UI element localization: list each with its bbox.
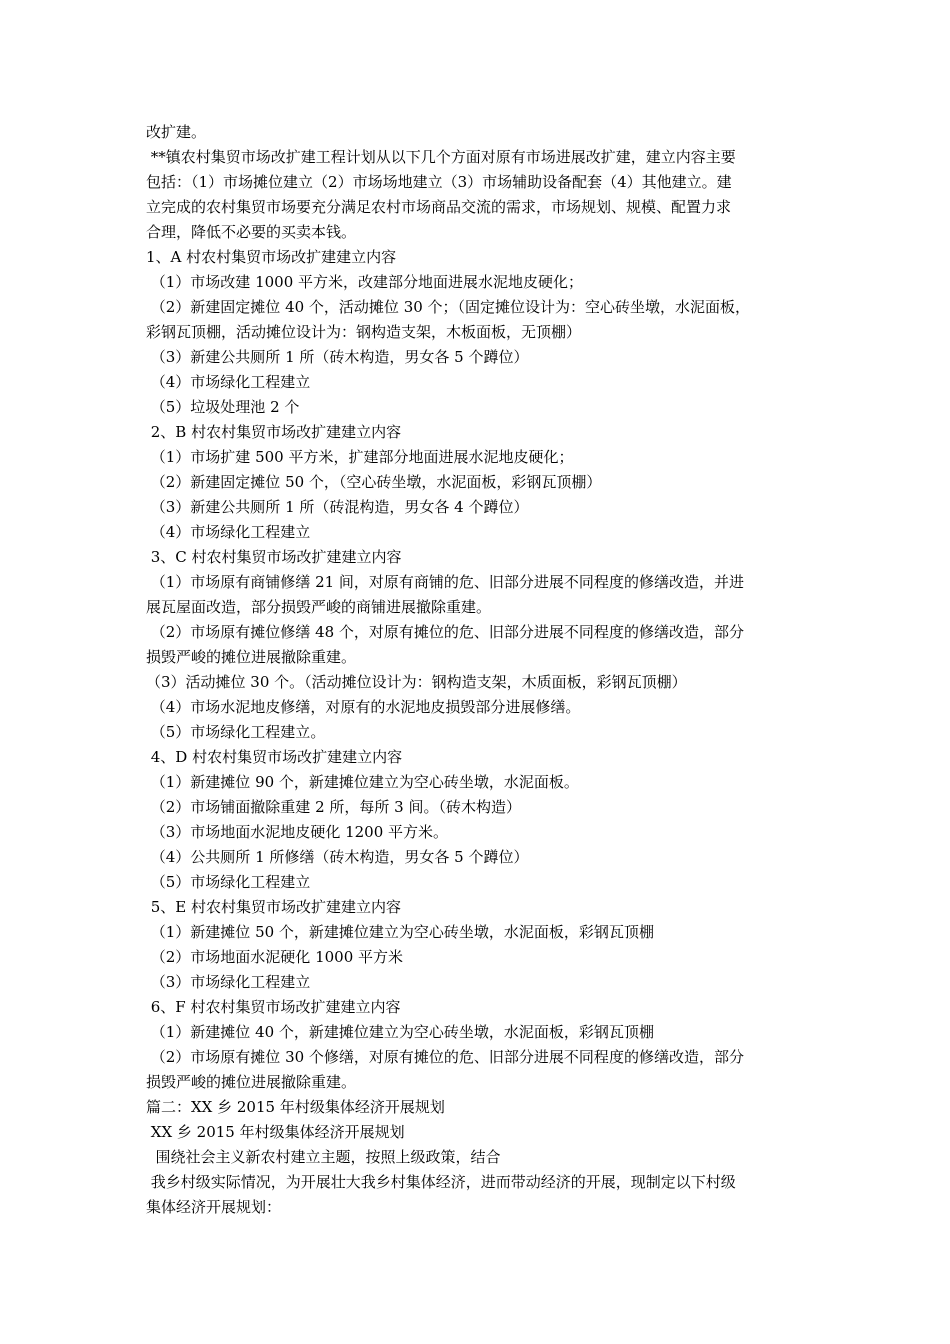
text-line: 合理，降低不必要的买卖本钱。 (146, 223, 357, 241)
text-line: 篇二：XX 乡 2015 年村级集体经济开展规划 (146, 1098, 445, 1116)
text-line: 我乡村级实际情况，为开展壮大我乡村集体经济，进而带动经济的开展，现制定以下村级 (146, 1173, 736, 1191)
text-line: （4）市场绿化工程建立 (146, 523, 311, 541)
text-line: （1）市场原有商铺修缮 21 间，对原有商铺的危、旧部分进展不同程度的修缮改造，并进 (146, 573, 744, 591)
text-line: （3）市场绿化工程建立 (146, 973, 311, 991)
text-line: （5）市场绿化工程建立。 (146, 723, 326, 741)
document-page (146, 120, 808, 1220)
text-line: （4）市场水泥地皮修缮，对原有的水泥地皮损毁部分进展修缮。 (146, 698, 581, 716)
text-line: （2）新建固定摊位 40 个，活动摊位 30 个；（固定摊位设计为：空心砖坐墩，水泥面板， (146, 298, 751, 316)
text-line: 彩钢瓦顶棚，活动摊位设计为：钢构造支架，木板面板，无顶棚） (146, 323, 582, 341)
document-body (146, 120, 808, 1220)
text-line: （2）市场原有摊位 30 个修缮，对原有摊位的危、旧部分进展不同程度的修缮改造，部分 (146, 1048, 744, 1066)
text-line: （2）市场地面水泥硬化 1000 平方米 (146, 948, 404, 966)
text-line: 1、A 村农村集贸市场改扩建建立内容 (146, 248, 397, 266)
text-line: 围绕社会主义新农村建立主题，按照上级政策，结合 (146, 1148, 501, 1166)
text-line: （4）公共厕所 1 所修缮（砖木构造，男女各 5 个蹲位） (146, 848, 529, 866)
text-line: （1）新建摊位 40 个，新建摊位建立为空心砖坐墩，水泥面板，彩钢瓦顶棚 (146, 1023, 654, 1041)
text-line: 3、C 村农村集贸市场改扩建建立内容 (146, 548, 402, 566)
text-line: 立完成的农村集贸市场要充分满足农村市场商品交流的需求，市场规划、规模、配置力求 (146, 198, 732, 216)
text-line: **镇农村集贸市场改扩建工程计划从以下几个方面对原有市场进展改扩建，建立内容主要 (146, 148, 736, 166)
text-line: 5、E 村农村集贸市场改扩建建立内容 (146, 898, 402, 916)
text-line: 展瓦屋面改造，部分损毁严峻的商铺进展撤除重建。 (146, 598, 492, 616)
text-line: 损毁严峻的摊位进展撤除重建。 (146, 648, 357, 666)
text-line: （5）垃圾处理池 2 个 (146, 398, 300, 416)
text-line: （3）活动摊位 30 个。（活动摊位设计为：钢构造支架，木质面板，彩钢瓦顶棚） (146, 673, 687, 691)
text-line: （2）市场原有摊位修缮 48 个，对原有摊位的危、旧部分进展不同程度的修缮改造，部分 (146, 623, 744, 641)
text-line: （1）市场改建 1000 平方米，改建部分地面进展水泥地皮硬化； (146, 273, 584, 291)
text-line: （2）市场铺面撤除重建 2 所，每所 3 间。（砖木构造） (146, 798, 521, 816)
text-line: （3）市场地面水泥地皮硬化 1200 平方米。 (146, 823, 449, 841)
text-line: 损毁严峻的摊位进展撤除重建。 (146, 1073, 357, 1091)
text-line: （3）新建公共厕所 1 所（砖混构造，男女各 4 个蹲位） (146, 498, 529, 516)
text-line: （5）市场绿化工程建立 (146, 873, 311, 891)
text-line: 包括：（1）市场摊位建立（2）市场场地建立（3）市场辅助设备配套（4）其他建立。建 (146, 173, 732, 191)
text-line: XX 乡 2015 年村级集体经济开展规划 (146, 1123, 405, 1141)
text-line: 2、B 村农村集贸市场改扩建建立内容 (146, 423, 402, 441)
text-line: （3）新建公共厕所 1 所（砖木构造，男女各 5 个蹲位） (146, 348, 529, 366)
text-line: 改扩建。 (146, 123, 207, 141)
text-line: 6、F 村农村集贸市场改扩建建立内容 (146, 998, 401, 1016)
text-line: （1）新建摊位 90 个，新建摊位建立为空心砖坐墩，水泥面板。 (146, 773, 579, 791)
text-line: （2）新建固定摊位 50 个，（空心砖坐墩，水泥面板，彩钢瓦顶棚） (146, 473, 602, 491)
text-line: （1）市场扩建 500 平方米，扩建部分地面进展水泥地皮硬化； (146, 448, 574, 466)
text-line: 4、D 村农村集贸市场改扩建建立内容 (146, 748, 403, 766)
text-line: 集体经济开展规划： (146, 1198, 282, 1216)
text-line: （1）新建摊位 50 个，新建摊位建立为空心砖坐墩，水泥面板，彩钢瓦顶棚 (146, 923, 654, 941)
text-line: （4）市场绿化工程建立 (146, 373, 311, 391)
